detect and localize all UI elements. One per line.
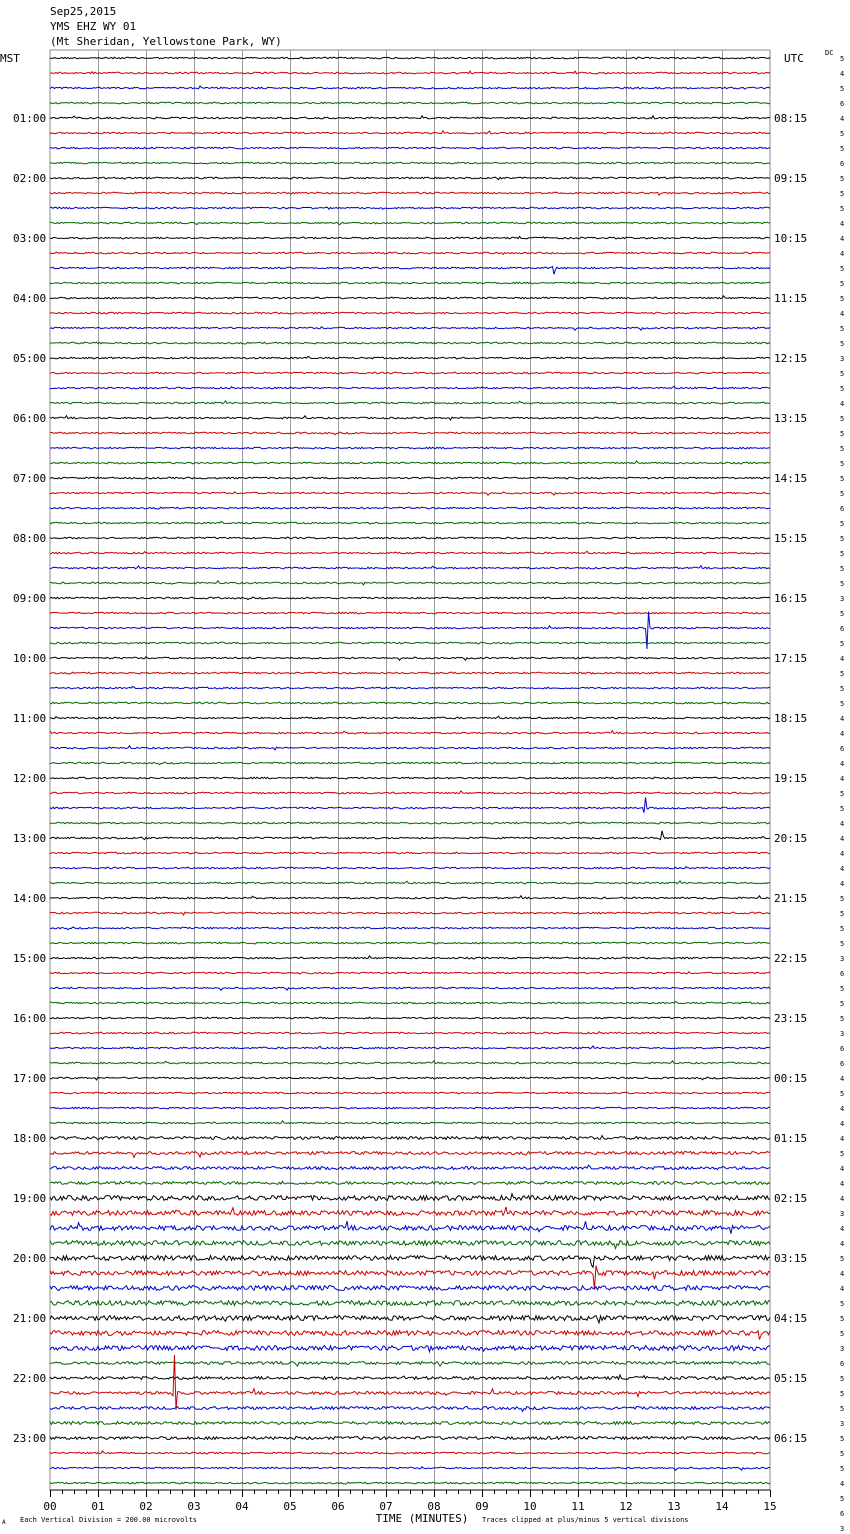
dc-offset-value: 5	[840, 55, 845, 63]
trace-line	[50, 162, 770, 164]
mst-hour-label: 19:00	[13, 1192, 47, 1205]
plot-date: Sep25,2015	[50, 5, 117, 18]
trace-line	[50, 1286, 770, 1291]
dc-offset-value: 5	[840, 895, 845, 903]
mst-axis-label: MST	[0, 52, 20, 65]
trace-line	[50, 507, 770, 509]
trace-line	[50, 716, 770, 719]
dc-offset-value: 5	[840, 205, 845, 213]
trace-line	[50, 942, 770, 944]
dc-offset-value: 4	[840, 1225, 845, 1233]
trace-line	[50, 86, 770, 89]
dc-offset-value: 5	[840, 700, 845, 708]
trace-line	[50, 1194, 770, 1201]
trace-line	[50, 327, 770, 331]
trace-line	[50, 1482, 770, 1484]
mst-hour-label: 01:00	[13, 112, 47, 125]
dc-offset-value: 5	[840, 1390, 845, 1398]
utc-hour-label: 00:15	[774, 1072, 808, 1085]
time-tick-label: 13	[667, 1500, 681, 1513]
trace-line	[50, 831, 770, 840]
dc-offset-value: 5	[840, 1375, 845, 1383]
dc-offset-value: 6	[840, 1045, 845, 1053]
utc-hour-label: 03:15	[774, 1252, 808, 1265]
utc-hour-label: 18:15	[774, 712, 808, 725]
trace-line	[50, 492, 770, 496]
trace-line	[50, 312, 770, 314]
utc-hour-label: 14:15	[774, 472, 808, 485]
dc-offset-value: 4	[840, 1135, 845, 1143]
time-tick-label: 10	[523, 1500, 537, 1513]
trace-line	[50, 1266, 770, 1290]
trace-line	[50, 477, 770, 479]
mst-hour-label: 16:00	[13, 1012, 47, 1025]
utc-hour-label: 02:15	[774, 1192, 808, 1205]
dc-offset-value: 5	[840, 535, 845, 543]
dc-offset-value: 6	[840, 160, 845, 168]
dc-offset-value: 5	[840, 520, 845, 528]
trace-line	[50, 267, 770, 275]
mst-hour-label: 15:00	[13, 952, 47, 965]
trace-line	[50, 896, 770, 900]
trace-line	[50, 881, 770, 884]
time-tick-label: 00	[43, 1500, 57, 1513]
trace-line	[50, 1241, 770, 1249]
dc-offset-value: 5	[840, 670, 845, 678]
dc-offset-value: 5	[840, 550, 845, 558]
dc-offset-value: 4	[840, 880, 845, 888]
utc-hour-label: 09:15	[774, 172, 808, 185]
trace-line	[50, 551, 770, 554]
trace-line	[50, 1017, 770, 1019]
seismic-traces	[50, 57, 770, 1484]
utc-hour-label: 21:15	[774, 892, 808, 905]
dc-offset-value: 5	[840, 370, 845, 378]
utc-hour-label: 08:15	[774, 112, 808, 125]
trace-line	[50, 1346, 770, 1352]
trace-line	[50, 1207, 770, 1216]
trace-line	[50, 116, 770, 119]
trace-line	[50, 192, 770, 195]
dc-offset-value: 5	[840, 1435, 845, 1443]
dc-offset-value: 5	[840, 565, 845, 573]
trace-line	[50, 566, 770, 569]
dc-offset-value: 5	[840, 1465, 845, 1473]
dc-offset-value: 6	[840, 1060, 845, 1068]
dc-offset-value: 5	[840, 1405, 845, 1413]
dc-offset-value: 3	[840, 955, 845, 963]
trace-line	[50, 642, 770, 644]
dc-offset-value: 4	[840, 1285, 845, 1293]
dc-offset-value: 5	[840, 295, 845, 303]
trace-line	[50, 252, 770, 254]
utc-hour-label: 22:15	[774, 952, 808, 965]
mst-hour-label: 10:00	[13, 652, 47, 665]
dc-offset-value: 5	[840, 280, 845, 288]
trace-line	[50, 342, 770, 344]
trace-line	[50, 1181, 770, 1184]
dc-offset-value: 5	[840, 580, 845, 588]
trace-line	[50, 657, 770, 661]
trace-line	[50, 372, 770, 374]
clipping-note: Traces clipped at plus/minus 5 vertical divisions	[482, 1516, 689, 1524]
dc-offset-value: 4	[840, 1075, 845, 1083]
axis-labels	[0, 49, 844, 1534]
trace-line	[50, 522, 770, 524]
trace-line	[50, 687, 770, 689]
mst-hour-label: 02:00	[13, 172, 47, 185]
trace-line	[50, 972, 770, 974]
trace-line	[50, 987, 770, 990]
dc-offset-value: 4	[840, 1480, 845, 1488]
dc-offset-value: 5	[840, 340, 845, 348]
dc-offset-value: 5	[840, 1495, 845, 1503]
dc-offset-value: 4	[840, 220, 845, 228]
dc-offset-value: 3	[840, 1525, 845, 1533]
mst-hour-label: 12:00	[13, 772, 47, 785]
trace-line	[50, 131, 770, 134]
trace-line	[50, 147, 770, 149]
trace-line	[50, 177, 770, 179]
trace-line	[50, 581, 770, 585]
dc-offset-value: 5	[840, 1015, 845, 1023]
dc-offset-value: 4	[840, 655, 845, 663]
mst-hour-label: 11:00	[13, 712, 47, 725]
dc-offset-value: 6	[840, 505, 845, 513]
dc-offset-value: 5	[840, 475, 845, 483]
time-tick-label: 12	[619, 1500, 633, 1513]
mst-hour-label: 06:00	[13, 412, 47, 425]
station-code: YMS EHZ WY 01	[50, 20, 137, 33]
trace-line	[50, 1451, 770, 1454]
trace-line	[50, 867, 770, 869]
dc-offset-value: 3	[840, 1030, 845, 1038]
trace-line	[50, 1032, 770, 1034]
mst-hour-label: 08:00	[13, 532, 47, 545]
trace-line	[50, 1301, 770, 1306]
dc-offset-value: 4	[840, 715, 845, 723]
corner-mark: A	[2, 1519, 6, 1526]
trace-line	[50, 1136, 770, 1140]
dc-offset-value: 5	[840, 385, 845, 393]
dc-offset-value: 4	[840, 1195, 845, 1203]
dc-offset-value: 4	[840, 235, 845, 243]
trace-line	[50, 1437, 770, 1440]
trace-line	[50, 731, 770, 734]
dc-offset-value: 4	[840, 310, 845, 318]
dc-offset-value: 5	[840, 1300, 845, 1308]
utc-hour-label: 16:15	[774, 592, 808, 605]
dc-offset-value: 6	[840, 970, 845, 978]
trace-line	[50, 612, 770, 614]
utc-hour-label: 17:15	[774, 652, 808, 665]
time-tick-label: 15	[763, 1500, 777, 1513]
trace-line	[50, 1077, 770, 1080]
trace-line	[50, 1061, 770, 1065]
mst-hour-label: 04:00	[13, 292, 47, 305]
utc-hour-label: 04:15	[774, 1312, 808, 1325]
dc-offset-value: 5	[840, 415, 845, 423]
dc-offset-value: 4	[840, 865, 845, 873]
dc-offset-value: 5	[840, 190, 845, 198]
mst-hour-label: 23:00	[13, 1432, 47, 1445]
time-axis-title: TIME (MINUTES)	[375, 1512, 469, 1525]
trace-line	[50, 1121, 770, 1124]
trace-line	[50, 702, 770, 704]
trace-line	[50, 1046, 770, 1049]
time-tick-label: 04	[235, 1500, 249, 1513]
trace-line	[50, 1407, 770, 1412]
dc-offset-value: 4	[840, 115, 845, 123]
dc-offset-value: 5	[840, 610, 845, 618]
utc-hour-label: 05:15	[774, 1372, 808, 1385]
utc-hour-label: 12:15	[774, 352, 808, 365]
dc-offset-value: 5	[840, 685, 845, 693]
station-location: (Mt Sheridan, Yellowstone Park, WY)	[50, 35, 282, 48]
dc-offset-value: 5	[840, 1450, 845, 1458]
trace-line	[50, 797, 770, 812]
dc-offset-value: 6	[840, 1360, 845, 1368]
trace-line	[50, 386, 770, 389]
trace-line	[50, 282, 770, 284]
dc-offset-value: 6	[840, 1510, 845, 1518]
dc-offset-value: 4	[840, 1120, 845, 1128]
trace-line	[50, 1331, 770, 1340]
time-tick-label: 08	[427, 1500, 441, 1513]
trace-line	[50, 1221, 770, 1234]
dc-offset-value: 5	[840, 985, 845, 993]
dc-offset-value: 5	[840, 925, 845, 933]
dc-offset-value: 5	[840, 805, 845, 813]
trace-line	[50, 432, 770, 435]
dc-offset-value: 4	[840, 850, 845, 858]
mst-hour-label: 20:00	[13, 1252, 47, 1265]
dc-offset-value: 5	[840, 1000, 845, 1008]
dc-offset-value: 4	[840, 775, 845, 783]
mst-hour-label: 07:00	[13, 472, 47, 485]
time-tick-label: 02	[139, 1500, 153, 1513]
trace-line	[50, 956, 770, 959]
trace-line	[50, 222, 770, 225]
trace-line	[50, 1107, 770, 1109]
dc-offset-value: 5	[840, 640, 845, 648]
dc-offset-value: 5	[840, 910, 845, 918]
trace-line	[50, 912, 770, 915]
dc-offset-value: 4	[840, 835, 845, 843]
utc-hour-label: 11:15	[774, 292, 808, 305]
mst-hour-label: 18:00	[13, 1132, 47, 1145]
dc-offset-value: 4	[840, 1270, 845, 1278]
utc-hour-label: 10:15	[774, 232, 808, 245]
dc-label: DC	[825, 49, 834, 57]
trace-line	[50, 71, 770, 74]
dc-offset-value: 4	[840, 1105, 845, 1113]
dc-offset-value: 6	[840, 625, 845, 633]
utc-hour-label: 06:15	[774, 1432, 808, 1445]
mst-hour-label: 05:00	[13, 352, 47, 365]
trace-line	[50, 777, 770, 779]
trace-line	[50, 791, 770, 794]
trace-line	[50, 1467, 770, 1471]
trace-line	[50, 447, 770, 449]
trace-line	[50, 357, 770, 359]
dc-offset-value: 5	[840, 325, 845, 333]
dc-offset-value: 5	[840, 265, 845, 273]
time-tick-label: 01	[91, 1500, 105, 1513]
utc-hour-label: 01:15	[774, 1132, 808, 1145]
time-tick-label: 03	[187, 1500, 201, 1513]
dc-offset-value: 5	[840, 1330, 845, 1338]
trace-line	[50, 296, 770, 299]
dc-offset-value: 5	[840, 1090, 845, 1098]
trace-line	[50, 236, 770, 238]
utc-hour-label: 23:15	[774, 1012, 808, 1025]
trace-line	[50, 1316, 770, 1323]
dc-offset-value: 6	[840, 100, 845, 108]
dc-offset-value: 3	[840, 355, 845, 363]
trace-line	[50, 927, 770, 930]
dc-offset-value: 3	[840, 1345, 845, 1353]
dc-offset-value: 5	[840, 1255, 845, 1263]
trace-line	[50, 672, 770, 674]
dc-offset-value: 4	[840, 400, 845, 408]
dc-offset-value: 5	[840, 490, 845, 498]
dc-offset-value: 5	[840, 460, 845, 468]
trace-line	[50, 416, 770, 420]
time-tick-label: 07	[379, 1500, 393, 1513]
dc-offset-value: 4	[840, 250, 845, 258]
trace-line	[50, 1152, 770, 1158]
trace-line	[50, 1422, 770, 1425]
trace-line	[50, 207, 770, 209]
dc-offset-value: 5	[840, 445, 845, 453]
vertical-scale-note: Each Vertical Division = 200.00 microvolts	[20, 1516, 198, 1524]
mst-hour-label: 22:00	[13, 1372, 47, 1385]
dc-offset-value: 5	[840, 940, 845, 948]
dc-offset-value: 5	[840, 130, 845, 138]
utc-hour-label: 20:15	[774, 832, 808, 845]
time-tick-label: 11	[571, 1500, 585, 1513]
utc-axis-label: UTC	[784, 52, 804, 65]
trace-line	[50, 1165, 770, 1169]
time-tick-label: 06	[331, 1500, 345, 1513]
mst-hour-label: 14:00	[13, 892, 47, 905]
dc-offset-value: 4	[840, 1240, 845, 1248]
trace-line	[50, 1092, 770, 1094]
dc-offset-value: 4	[840, 820, 845, 828]
dc-offset-value: 4	[840, 1165, 845, 1173]
dc-offset-value: 5	[840, 145, 845, 153]
trace-line	[50, 1002, 770, 1004]
mst-hour-label: 13:00	[13, 832, 47, 845]
trace-line	[50, 401, 770, 404]
time-tick-label: 14	[715, 1500, 729, 1513]
dc-offset-value: 3	[840, 1210, 845, 1218]
trace-line	[50, 746, 770, 750]
dc-offset-value: 5	[840, 790, 845, 798]
dc-offset-value: 6	[840, 745, 845, 753]
trace-line	[50, 1256, 770, 1268]
utc-hour-label: 15:15	[774, 532, 808, 545]
trace-line	[50, 762, 770, 765]
mst-hour-label: 21:00	[13, 1312, 47, 1325]
utc-hour-label: 13:15	[774, 412, 808, 425]
dc-offset-value: 4	[840, 760, 845, 768]
dc-offset-value: 4	[840, 730, 845, 738]
trace-line	[50, 1375, 770, 1380]
dc-offset-value: 4	[840, 70, 845, 78]
time-tick-label: 05	[283, 1500, 297, 1513]
time-tick-label: 09	[475, 1500, 489, 1513]
dc-offset-value: 3	[840, 595, 845, 603]
trace-line	[50, 597, 770, 600]
utc-hour-label: 19:15	[774, 772, 808, 785]
dc-offset-value: 3	[840, 1420, 845, 1428]
dc-offset-value: 5	[840, 175, 845, 183]
trace-line	[50, 1362, 770, 1367]
trace-line	[50, 102, 770, 104]
dc-offset-value: 4	[840, 1180, 845, 1188]
dc-offset-value: 5	[840, 85, 845, 93]
trace-line	[50, 852, 770, 854]
dc-offset-value: 5	[840, 1315, 845, 1323]
mst-hour-label: 03:00	[13, 232, 47, 245]
dc-offset-value: 5	[840, 1150, 845, 1158]
trace-line	[50, 822, 770, 824]
dc-offset-value: 5	[840, 430, 845, 438]
trace-line	[50, 57, 770, 59]
trace-line	[50, 537, 770, 539]
mst-hour-label: 17:00	[13, 1072, 47, 1085]
mst-hour-label: 09:00	[13, 592, 47, 605]
trace-line	[50, 461, 770, 464]
